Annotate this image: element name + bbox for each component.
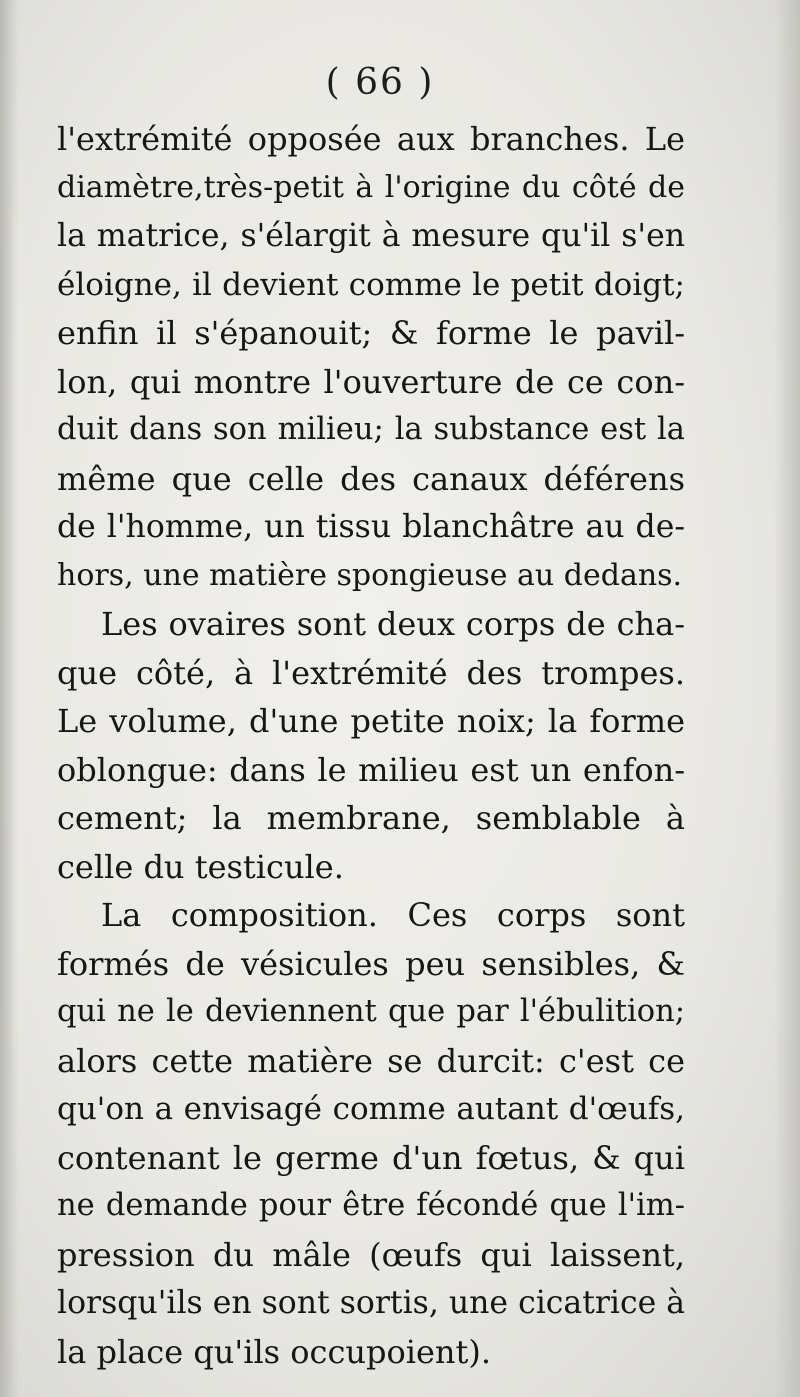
page-number: ( 66 ) <box>325 62 435 103</box>
text-line: pression du mâle (œufs qui laissent, <box>57 1235 685 1274</box>
page-edge-shadow <box>774 0 800 1397</box>
binding-shadow <box>0 0 18 1397</box>
text-line: de l'homme, un tissu blanchâtre au de- <box>57 509 685 545</box>
body-text <box>57 115 685 1376</box>
text-line: oblongue: dans le milieu est un enfon- <box>57 750 685 789</box>
text-line: hors, une matière spongieuse au dedans. <box>57 557 683 593</box>
text-line: qui ne le deviennent que par l'ébulition; <box>57 994 685 1029</box>
text-line: l'extrémité opposée aux branches. Le <box>57 120 685 158</box>
text-line: lon, qui montre l'ouverture de ce con- <box>57 362 685 401</box>
text-line: Les ovaires sont deux corps de cha- <box>101 605 685 643</box>
text-line: enfin il s'épanouit; & forme le pavil- <box>57 314 685 352</box>
text-line: alors cette matière se durcit: c'est ce <box>57 1041 685 1080</box>
text-line: que côté, à l'extrémité des trompes. <box>57 653 685 692</box>
text-line: formés de vésicules peu sensibles, & <box>57 944 685 983</box>
text-line: diamètre,très-petit à l'origine du côté de <box>57 169 685 205</box>
text-line: même que celle des canaux déférens <box>57 459 685 498</box>
text-line: la place qu'ils occupoient). <box>57 1332 492 1371</box>
text-line: duit dans son milieu; la substance est la <box>57 412 685 447</box>
text-line: qu'on a envisagé comme autant d'œufs, <box>57 1091 685 1127</box>
text-line: cement; la membrane, semblable à <box>57 799 685 837</box>
text-line: celle du testicule. <box>57 847 344 886</box>
text-line: contenant le germe d'un fœtus, & qui <box>57 1138 685 1177</box>
text-line: La composition. Ces corps sont <box>101 896 685 934</box>
text-line: la matrice, s'élargit à mesure qu'il s'en <box>57 218 685 254</box>
text-line: ne demande pour être fécondé que l'im- <box>57 1188 685 1223</box>
text-line: lorsqu'ils en sont sortis, une cicatrice à <box>57 1285 685 1321</box>
text-line: Le volume, d'une petite noix; la forme <box>57 702 685 740</box>
text-line: éloigne, il devient comme le petit doigt; <box>57 266 685 303</box>
